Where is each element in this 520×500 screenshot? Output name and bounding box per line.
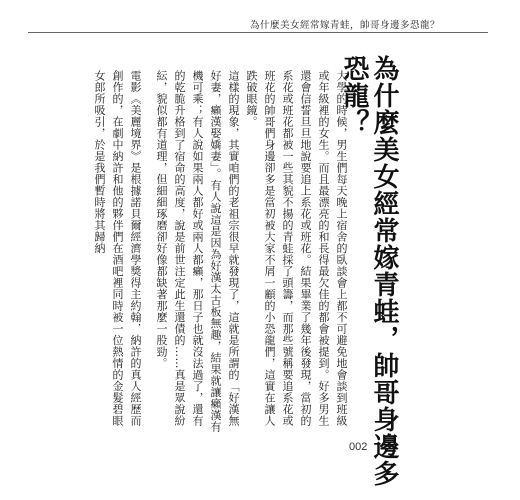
chapter-title: 為什麼美女經常嫁青蛙，帥哥身邊多恐龍？ — [339, 55, 399, 487]
paragraph: 大學的時候，男生們每天晚上宿舍的臥談會上都不可避免地會談到班級或年級裡的女生。而且最漂亮的和長得最欠佳的都會被提到。好多男生還會信誓旦旦地說要追上系花或班花。結果畢業了幾年後發現，當初的系花或班花都被一些其貌不揚的青蛙採了頭籌，而那些號稱要追系花或班花的帥哥們身邊卻多是當初被大家不屑一顧的小恐龍們，這實在讓人跌破眼鏡。 — [245, 70, 348, 427]
paragraph: 電影《美麗境界》是根據諾貝爾經濟學獎得主約翰．納許的真人經歷而創作的，在劇中納許和他的夥伴們在酒吧裡同時被一位熱情的金髮碧眼女郎所吸引，於是我們暫時將其歸納 — [93, 70, 142, 427]
page-number: 002 — [349, 441, 368, 453]
running-head: 為什麼美女經常嫁青蛙，帥哥身邊多恐龍？ — [250, 20, 441, 31]
header-rule — [28, 32, 488, 33]
body-text — [50, 70, 350, 435]
paragraph: 這樣的現象，其實咱們的老祖宗很早就發現了，這就是所謂的「好漢無好妻，癩漢娶嬌妻」。有人說這是因為好漢太古板無趣，結果就讓癩漢有機可乘；有人說如果兩人都好或兩人都癩，那日子也就沒法過了，還有的乾脆升格到了宿命的高度，說是前世注定此生還債的……真是眾說紛紜，貌似都有道理，但細細琢磨卻好像都缺著那麼一股勁。 — [155, 70, 240, 433]
